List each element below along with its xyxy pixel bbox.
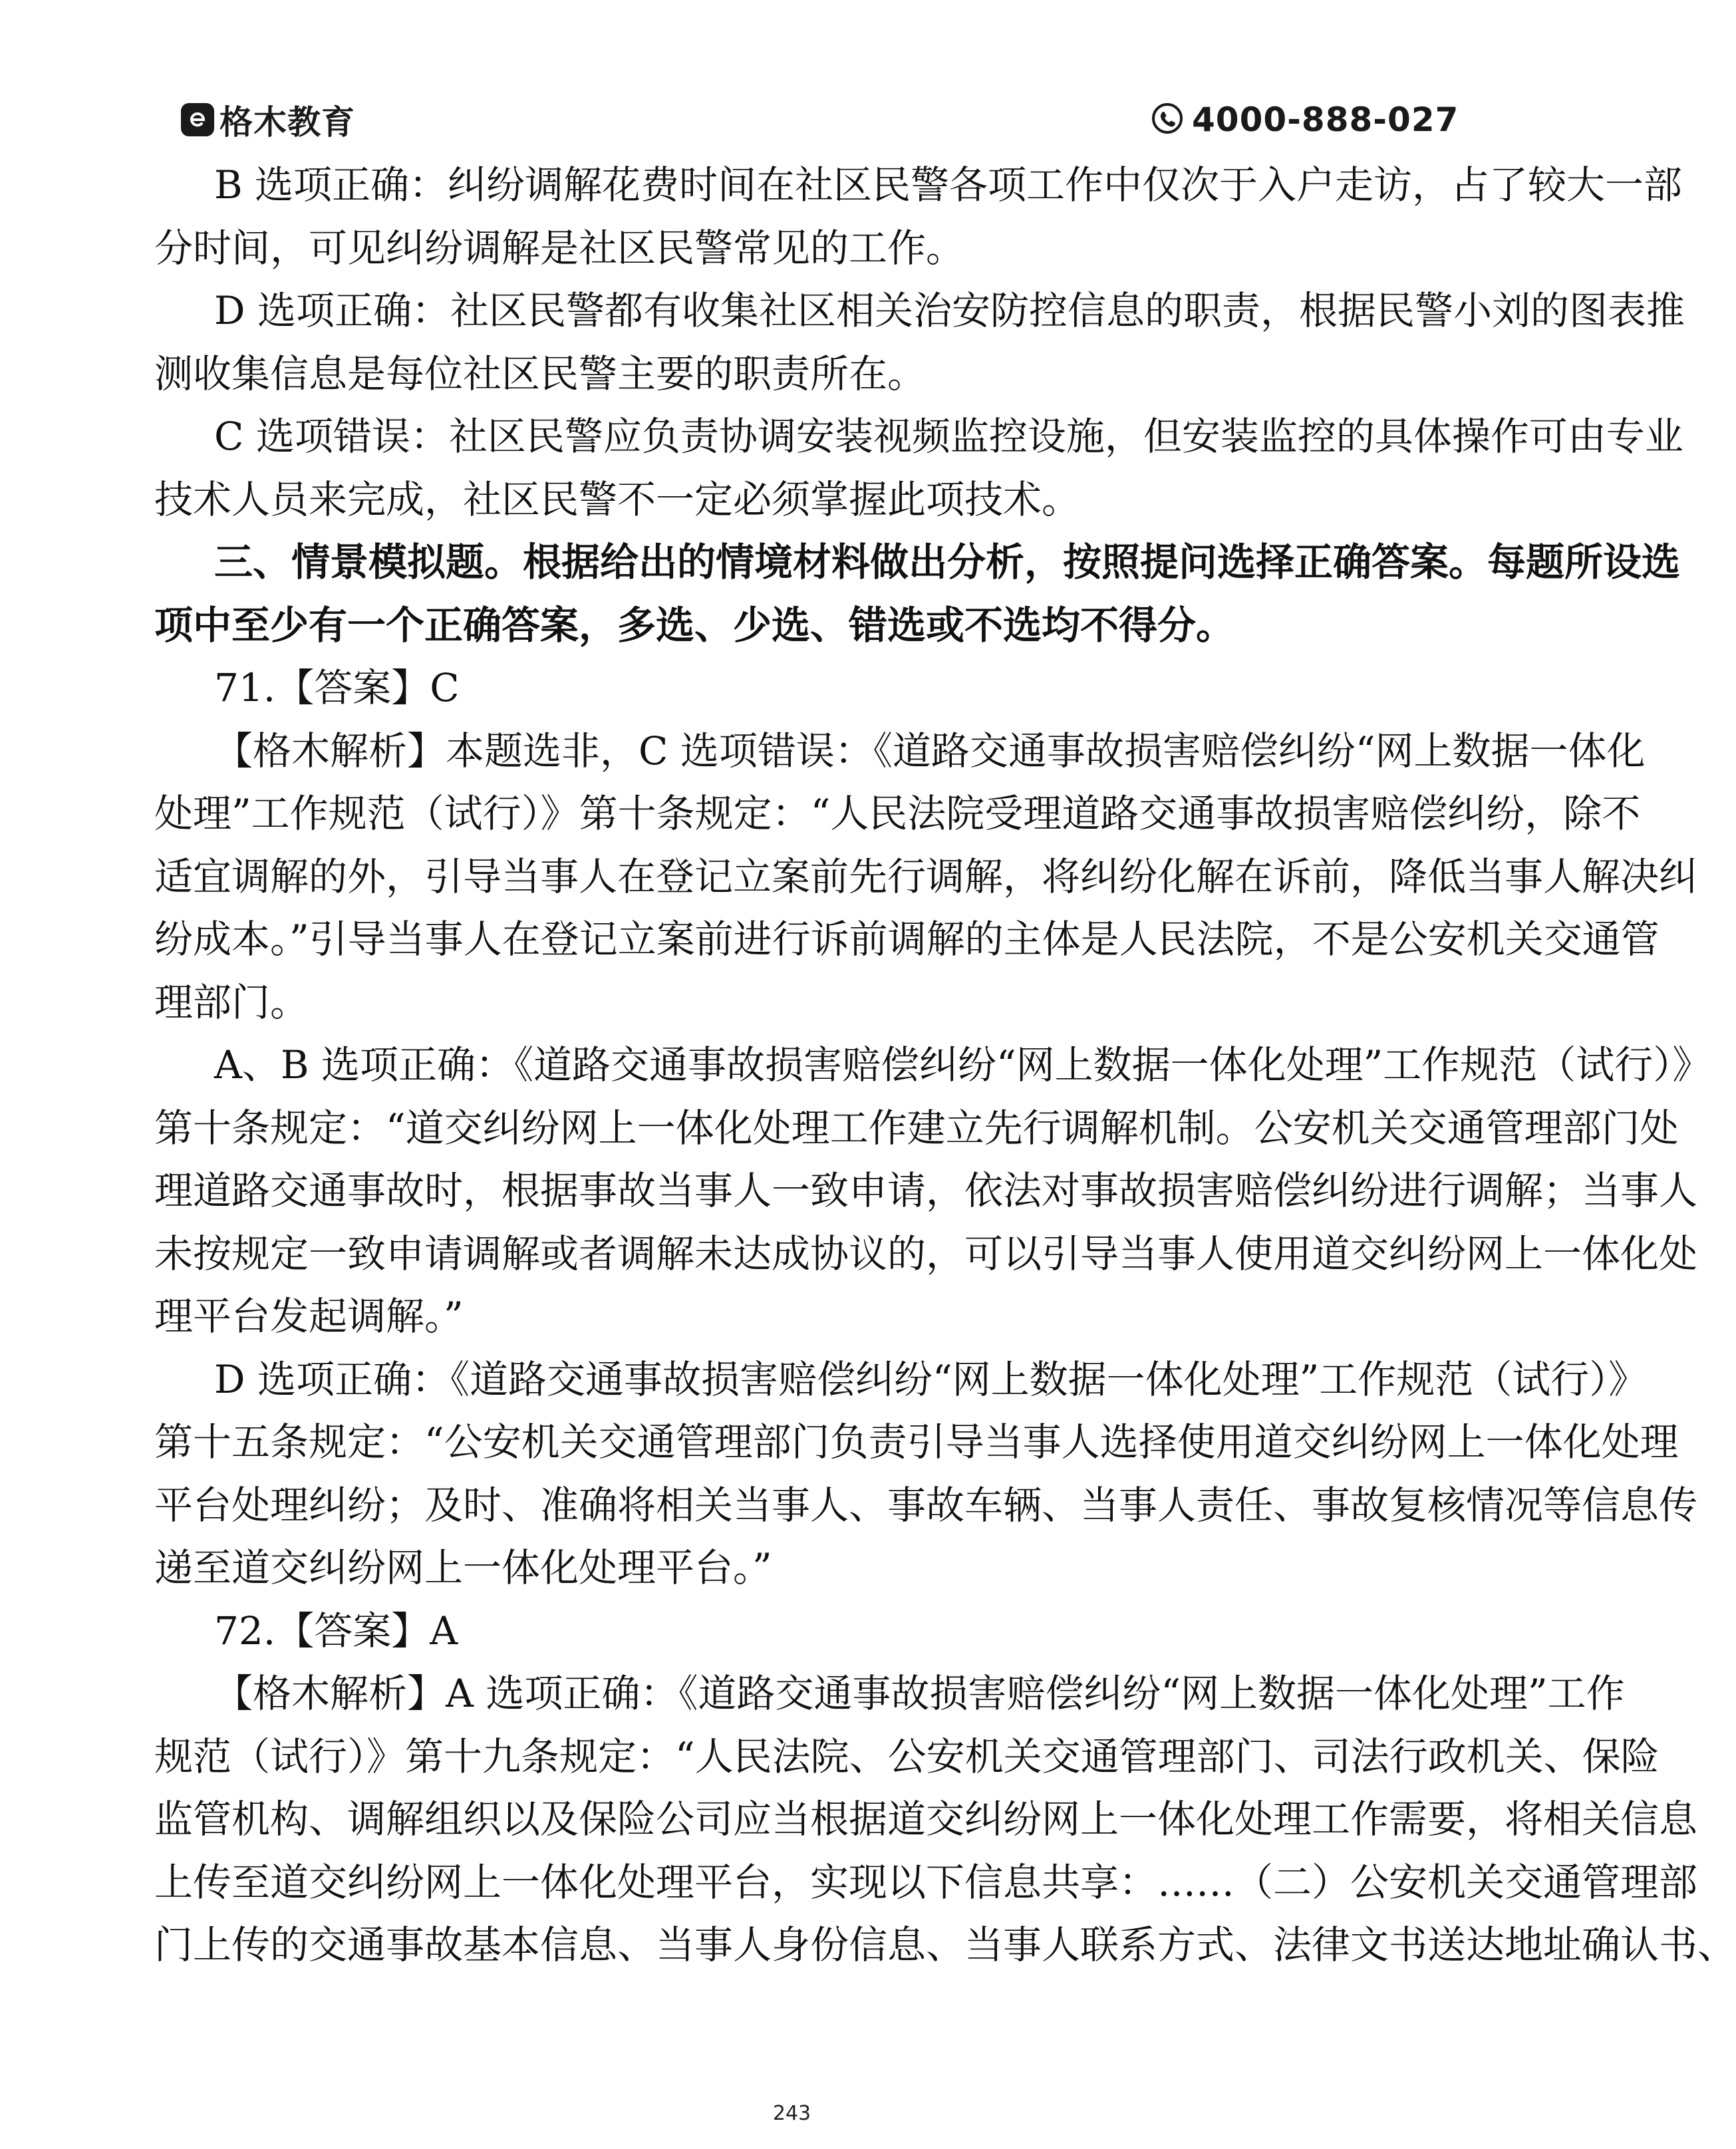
text-line: 门上传的交通事故基本信息、当事人身份信息、当事人联系方式、法律文书送达地址确认书、	[154, 1922, 1736, 1967]
page-number: 243	[772, 2102, 811, 2125]
brand-logo-icon	[181, 103, 214, 136]
text-line: A、B 选项正确：《道路交通事故损害赔偿纠纷“网上数据一体化处理”工作规范（试行）》	[214, 1042, 1711, 1087]
text-line: B 选项正确：纠纷调解花费时间在社区民警各项工作中仅次于入户走访，占了较大一部	[214, 162, 1683, 208]
text-line: D 选项正确：《道路交通事故损害赔偿纠纷“网上数据一体化处理”工作规范（试行）》	[214, 1356, 1648, 1402]
text-line: 三、情景模拟题。根据给出的情境材料做出分析，按照提问选择正确答案。每题所设选	[214, 539, 1681, 585]
text-line: 平台处理纠纷；及时、准确将相关当事人、事故车辆、当事人责任、事故复核情况等信息传	[154, 1482, 1698, 1528]
hotline	[1151, 98, 1459, 141]
page-header	[0, 0, 1584, 173]
text-line: 处理”工作规范（试行）》第十条规定：“人民法院受理道路交通事故损害赔偿纠纷，除不	[154, 791, 1641, 836]
text-line: 理道路交通事故时，根据事故当事人一致申请，依法对事故损害赔偿纠纷进行调解；当事人	[154, 1168, 1698, 1213]
text-line: D 选项正确：社区民警都有收集社区相关治安防控信息的职责，根据民警小刘的图表推	[214, 288, 1685, 333]
text-line: 理平台发起调解。”	[154, 1294, 464, 1339]
text-line: 【格木解析】A 选项正确：《道路交通事故损害赔偿纠纷“网上数据一体化处理”工作	[214, 1671, 1625, 1716]
text-line: 第十五条规定：“公安机关交通管理部门负责引导当事人选择使用道交纠纷网上一体化处理	[154, 1419, 1679, 1465]
text-line: 纷成本。”引导当事人在登记立案前进行诉前调解的主体是人民法院，不是公安机关交通管	[154, 917, 1660, 962]
text-line: 72.【答案】A	[214, 1608, 458, 1653]
text-line: 上传至道交纠纷网上一体化处理平台，实现以下信息共享：……（二）公安机关交通管理部	[154, 1859, 1698, 1905]
text-line: 递至道交纠纷网上一体化处理平台。”	[154, 1545, 772, 1590]
text-line: 分时间，可见纠纷调解是社区民警常见的工作。	[154, 225, 965, 271]
text-line: 项中至少有一个正确答案，多选、少选、错选或不选均不得分。	[154, 602, 1235, 648]
text-line: 适宜调解的外，引导当事人在登记立案前先行调解，将纠纷化解在诉前，降低当事人解决纠	[154, 853, 1698, 899]
text-line: 测收集信息是每位社区民警主要的职责所在。	[154, 351, 927, 396]
text-line: 规范（试行）》第十九条规定：“人民法院、公安机关交通管理部门、司法行政机关、保险	[154, 1733, 1660, 1779]
text-line: 71.【答案】C	[214, 665, 460, 710]
text-line: 未按规定一致申请调解或者调解未达成协议的，可以引导当事人使用道交纠纷网上一体化处	[154, 1230, 1698, 1276]
phone-number: 4000-888-027	[1192, 100, 1459, 139]
text-line: 【格木解析】本题选非，C 选项错误：《道路交通事故损害赔偿纠纷“网上数据一体化	[214, 728, 1646, 774]
text-line: 理部门。	[154, 979, 309, 1025]
text-line: 第十条规定：“道交纠纷网上一体化处理工作建立先行调解机制。公安机关交通管理部门处	[154, 1105, 1679, 1151]
text-line: 监管机构、调解组织以及保险公司应当根据道交纠纷网上一体化处理工作需要，将相关信息	[154, 1796, 1698, 1842]
brand-name: 格木教育	[219, 103, 355, 142]
text-line: C 选项错误：社区民警应负责协调安装视频监控设施，但安装监控的具体操作可由专业	[214, 414, 1683, 459]
brand-logo	[181, 98, 355, 141]
phone-icon	[1151, 102, 1184, 138]
text-line: 技术人员来完成，社区民警不一定必须掌握此项技术。	[154, 476, 1081, 522]
